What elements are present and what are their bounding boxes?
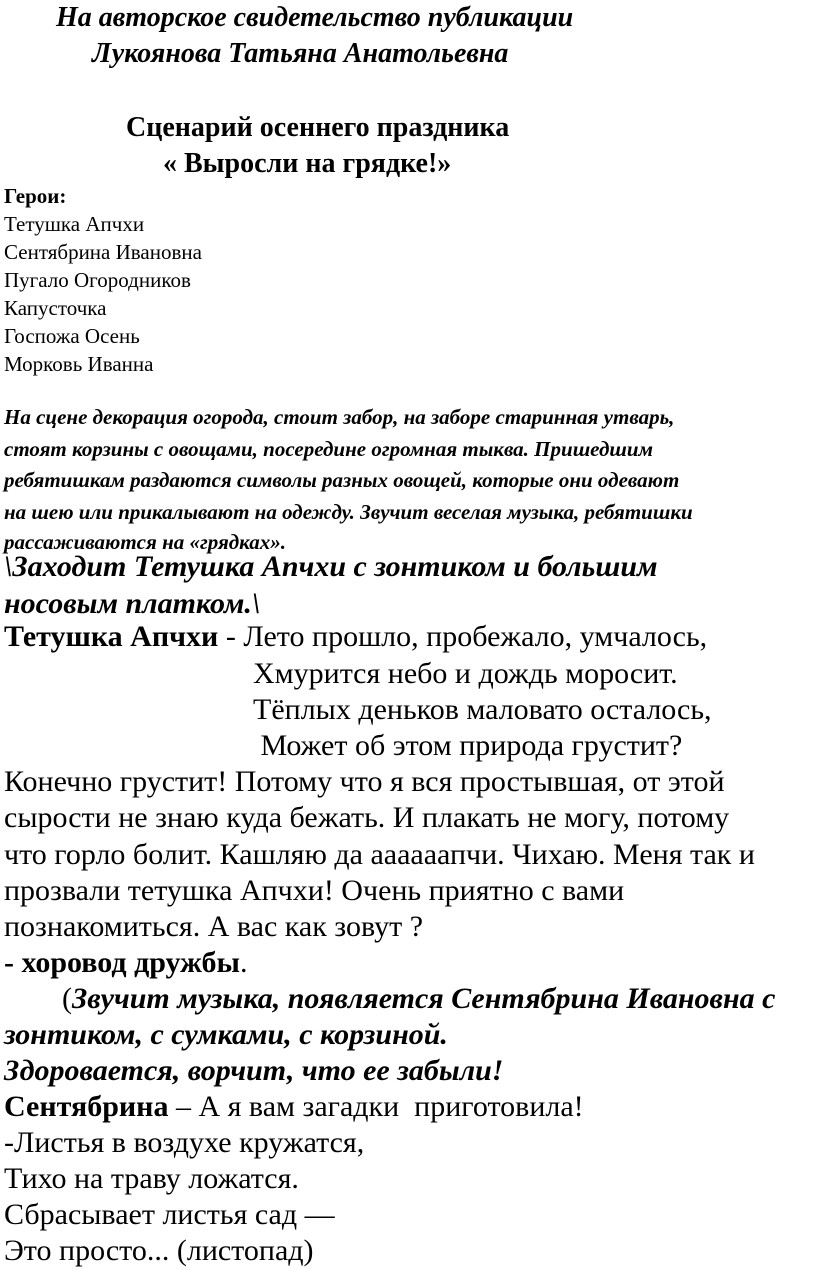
hero-item: Сентябрина Ивановна <box>4 240 202 264</box>
sentyabrina-speech-line <box>4 1090 584 1124</box>
riddle-line: Это просто... (листопад) <box>4 1234 314 1267</box>
riddle-line: -Листья в воздухе кружатся, <box>4 1126 365 1159</box>
stage-direction-line: ребятишкам раздаются символы разных овощей, которые они одевают <box>4 468 680 492</box>
hero-item: Госпожа Осень <box>4 324 140 348</box>
dance-dot: . <box>239 946 248 979</box>
entrance-direction-line: \Заходит Тетушка Апчхи с зонтиком и большим <box>4 550 658 583</box>
direction-2-text: Звучит музыка, появляется Сентябрина Ивановна с <box>72 982 776 1015</box>
aunt-speech-first-line <box>4 620 707 654</box>
aunt-speaker-name: Тетушка Апчхи <box>4 620 219 653</box>
direction-2-line <box>62 982 775 1016</box>
sentyabrina-speaker-name: Сентябрина <box>4 1090 169 1123</box>
aunt-prose-line: сырости не знаю куда бежать. И плакать не могу, потому <box>4 801 730 834</box>
entrance-direction-line: носовым платком.\ <box>4 587 261 620</box>
stage-direction-line: На сцене декорация огорода, стоит забор, на заборе старинная утварь, <box>4 405 675 429</box>
dance-name: - хоровод дружбы <box>4 946 240 979</box>
header-line-1: На авторское свидетельство публикации <box>56 2 574 33</box>
stage-direction-line: рассаживаются на «грядках». <box>4 530 287 554</box>
direction-paren: ( <box>62 982 72 1015</box>
aunt-prose-line: Конечно грустит! Потому что я вся простывшая, от этой <box>4 765 725 798</box>
header-line-2: Лукоянова Татьяна Анатольевна <box>92 38 509 69</box>
hero-item: Капусточка <box>4 296 107 320</box>
speaker-dash: - <box>218 620 244 653</box>
hero-item: Тетушка Апчхи <box>4 212 145 236</box>
page-subtitle: « Выросли на грядке!» <box>163 148 452 179</box>
aunt-verse-line: Лето прошло, пробежало, умчалось, <box>243 620 708 653</box>
dance-line <box>4 946 247 980</box>
stage-direction-line: стоят корзины с овощами, посередине огромная тыква. Пришедшим <box>4 437 653 461</box>
page-title: Сценарий осеннего праздника <box>126 112 510 143</box>
stage-direction-line: на шею или прикалывают на одежду. Звучит веселая музыка, ребятишки <box>4 500 693 524</box>
aunt-prose-line: познакомиться. А вас как зовут ? <box>4 910 424 943</box>
heroes-label: Герои: <box>4 184 67 208</box>
direction-2-line: Здоровается, ворчит, что ее забыли! <box>4 1054 504 1087</box>
aunt-verse-line: Тёплых деньков маловато осталось, <box>253 693 712 726</box>
direction-2-line: зонтиком, с сумками, с корзиной. <box>4 1018 448 1051</box>
aunt-verse-line: Хмурится небо и дождь моросит. <box>253 657 678 690</box>
hero-item: Морковь Иванна <box>4 352 154 376</box>
aunt-prose-line: прозвали тетушка Апчхи! Очень приятно с вами <box>4 874 625 907</box>
hero-item: Пугало Огородников <box>4 268 191 292</box>
aunt-verse-line: Может об этом природа грустит? <box>253 729 683 762</box>
riddle-line: Сбрасывает листья сад — <box>4 1198 335 1231</box>
riddle-line: Тихо на траву ложатся. <box>4 1162 299 1195</box>
sentyabrina-speech: – А я вам загадки приготовила! <box>168 1090 584 1123</box>
aunt-prose-line: что горло болит. Кашляю да аааааапчи. Чихаю. Меня так и <box>4 838 755 871</box>
